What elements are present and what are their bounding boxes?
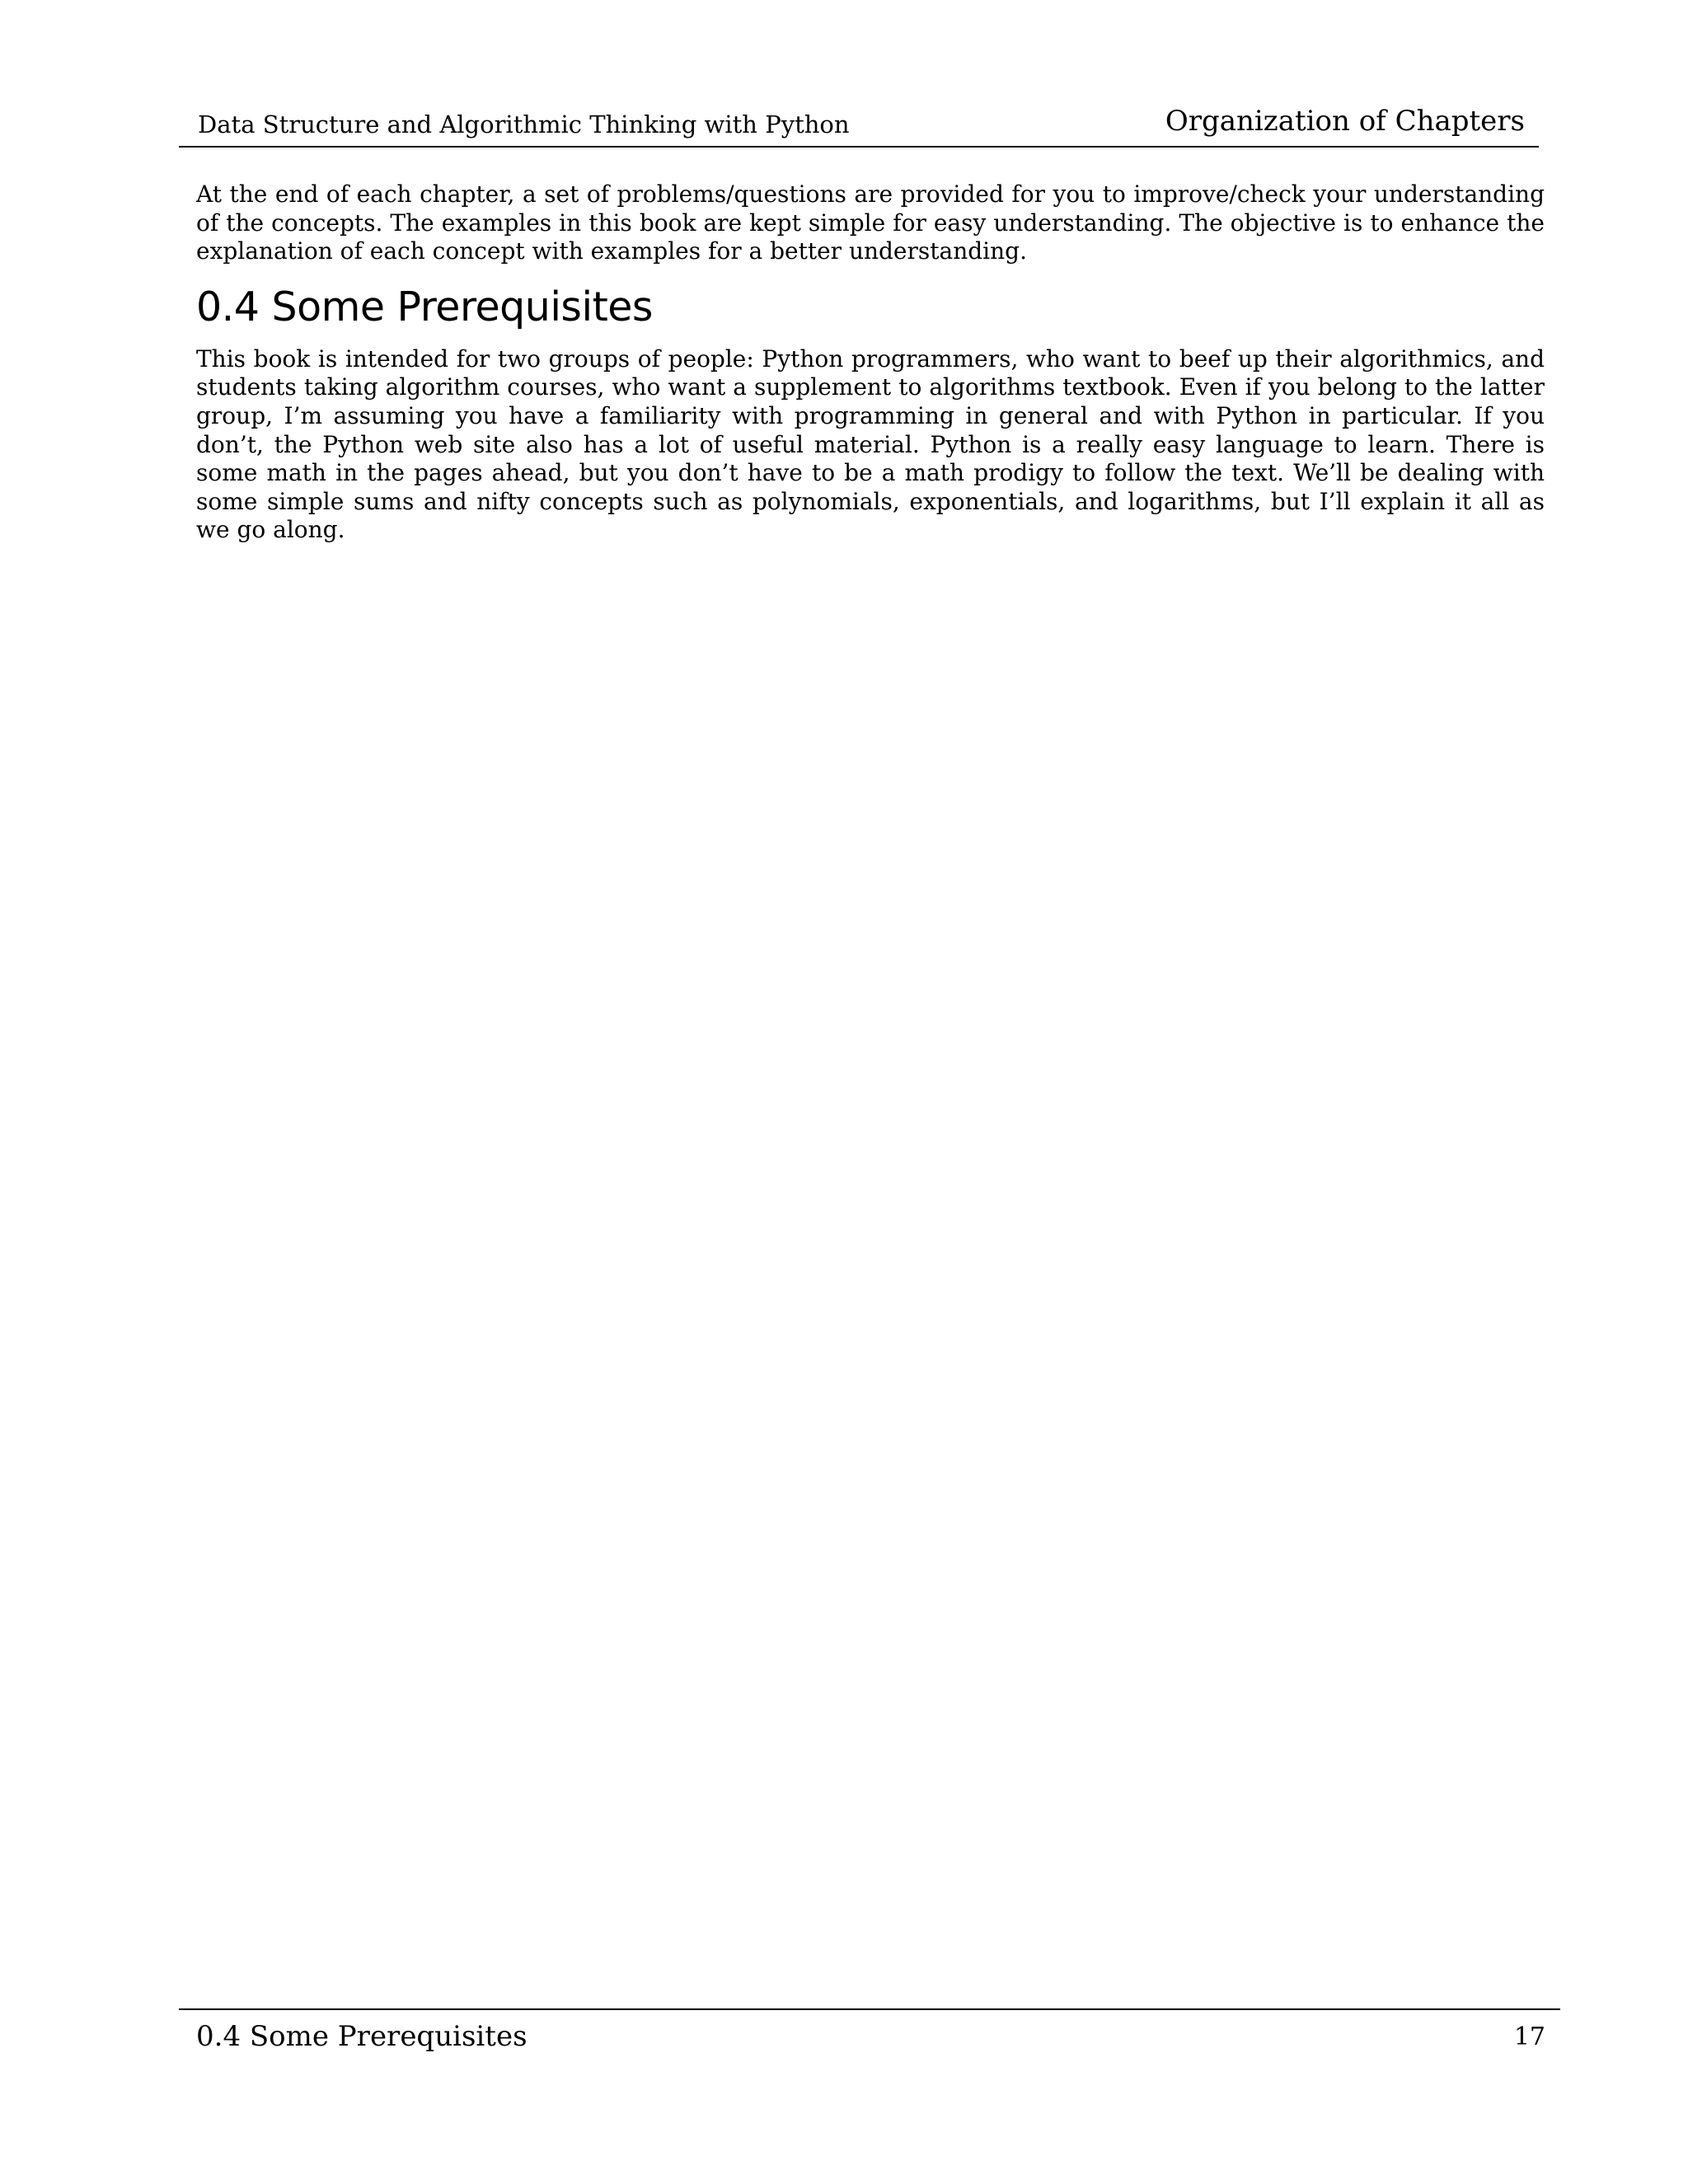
footer-section-label: 0.4 Some Prerequisites	[196, 2020, 528, 2053]
intro-paragraph: At the end of each chapter, a set of problems/questions are provided for you to improve/check your understanding of the concepts. The examples in this book are kept simple for easy understanding. The objective is to enhance the explanation of each concept with examples for a better understanding.	[196, 180, 1545, 265]
page-number: 17	[1513, 2022, 1545, 2051]
section-heading: 0.4 Some Prerequisites	[196, 283, 653, 330]
running-header-chapter-title: Organization of Chapters	[1165, 105, 1525, 138]
page-content	[196, 180, 1545, 545]
footer-divider	[179, 2008, 1560, 2010]
section-paragraph: This book is intended for two groups of people: Python programmers, who want to beef up their algorithmics, and students taking algorithm courses, who want a supplement to algorithms textbook. Even if you belong to the latter group, I’m assuming you have a familiarity with programming in general and with Python in particular. If you don’t, the Python web site also has a lot of useful material. Python is a really easy language to learn. There is some math in the pages ahead, but you don’t have to be a math prodigy to follow the text. We’ll be dealing with some simple sums and nifty concepts such as polynomials, exponentials, and logarithms, but I’ll explain it all as we go along.	[196, 344, 1545, 544]
header-divider	[179, 146, 1539, 148]
running-header-book-title: Data Structure and Algorithmic Thinking with Python	[198, 110, 850, 138]
